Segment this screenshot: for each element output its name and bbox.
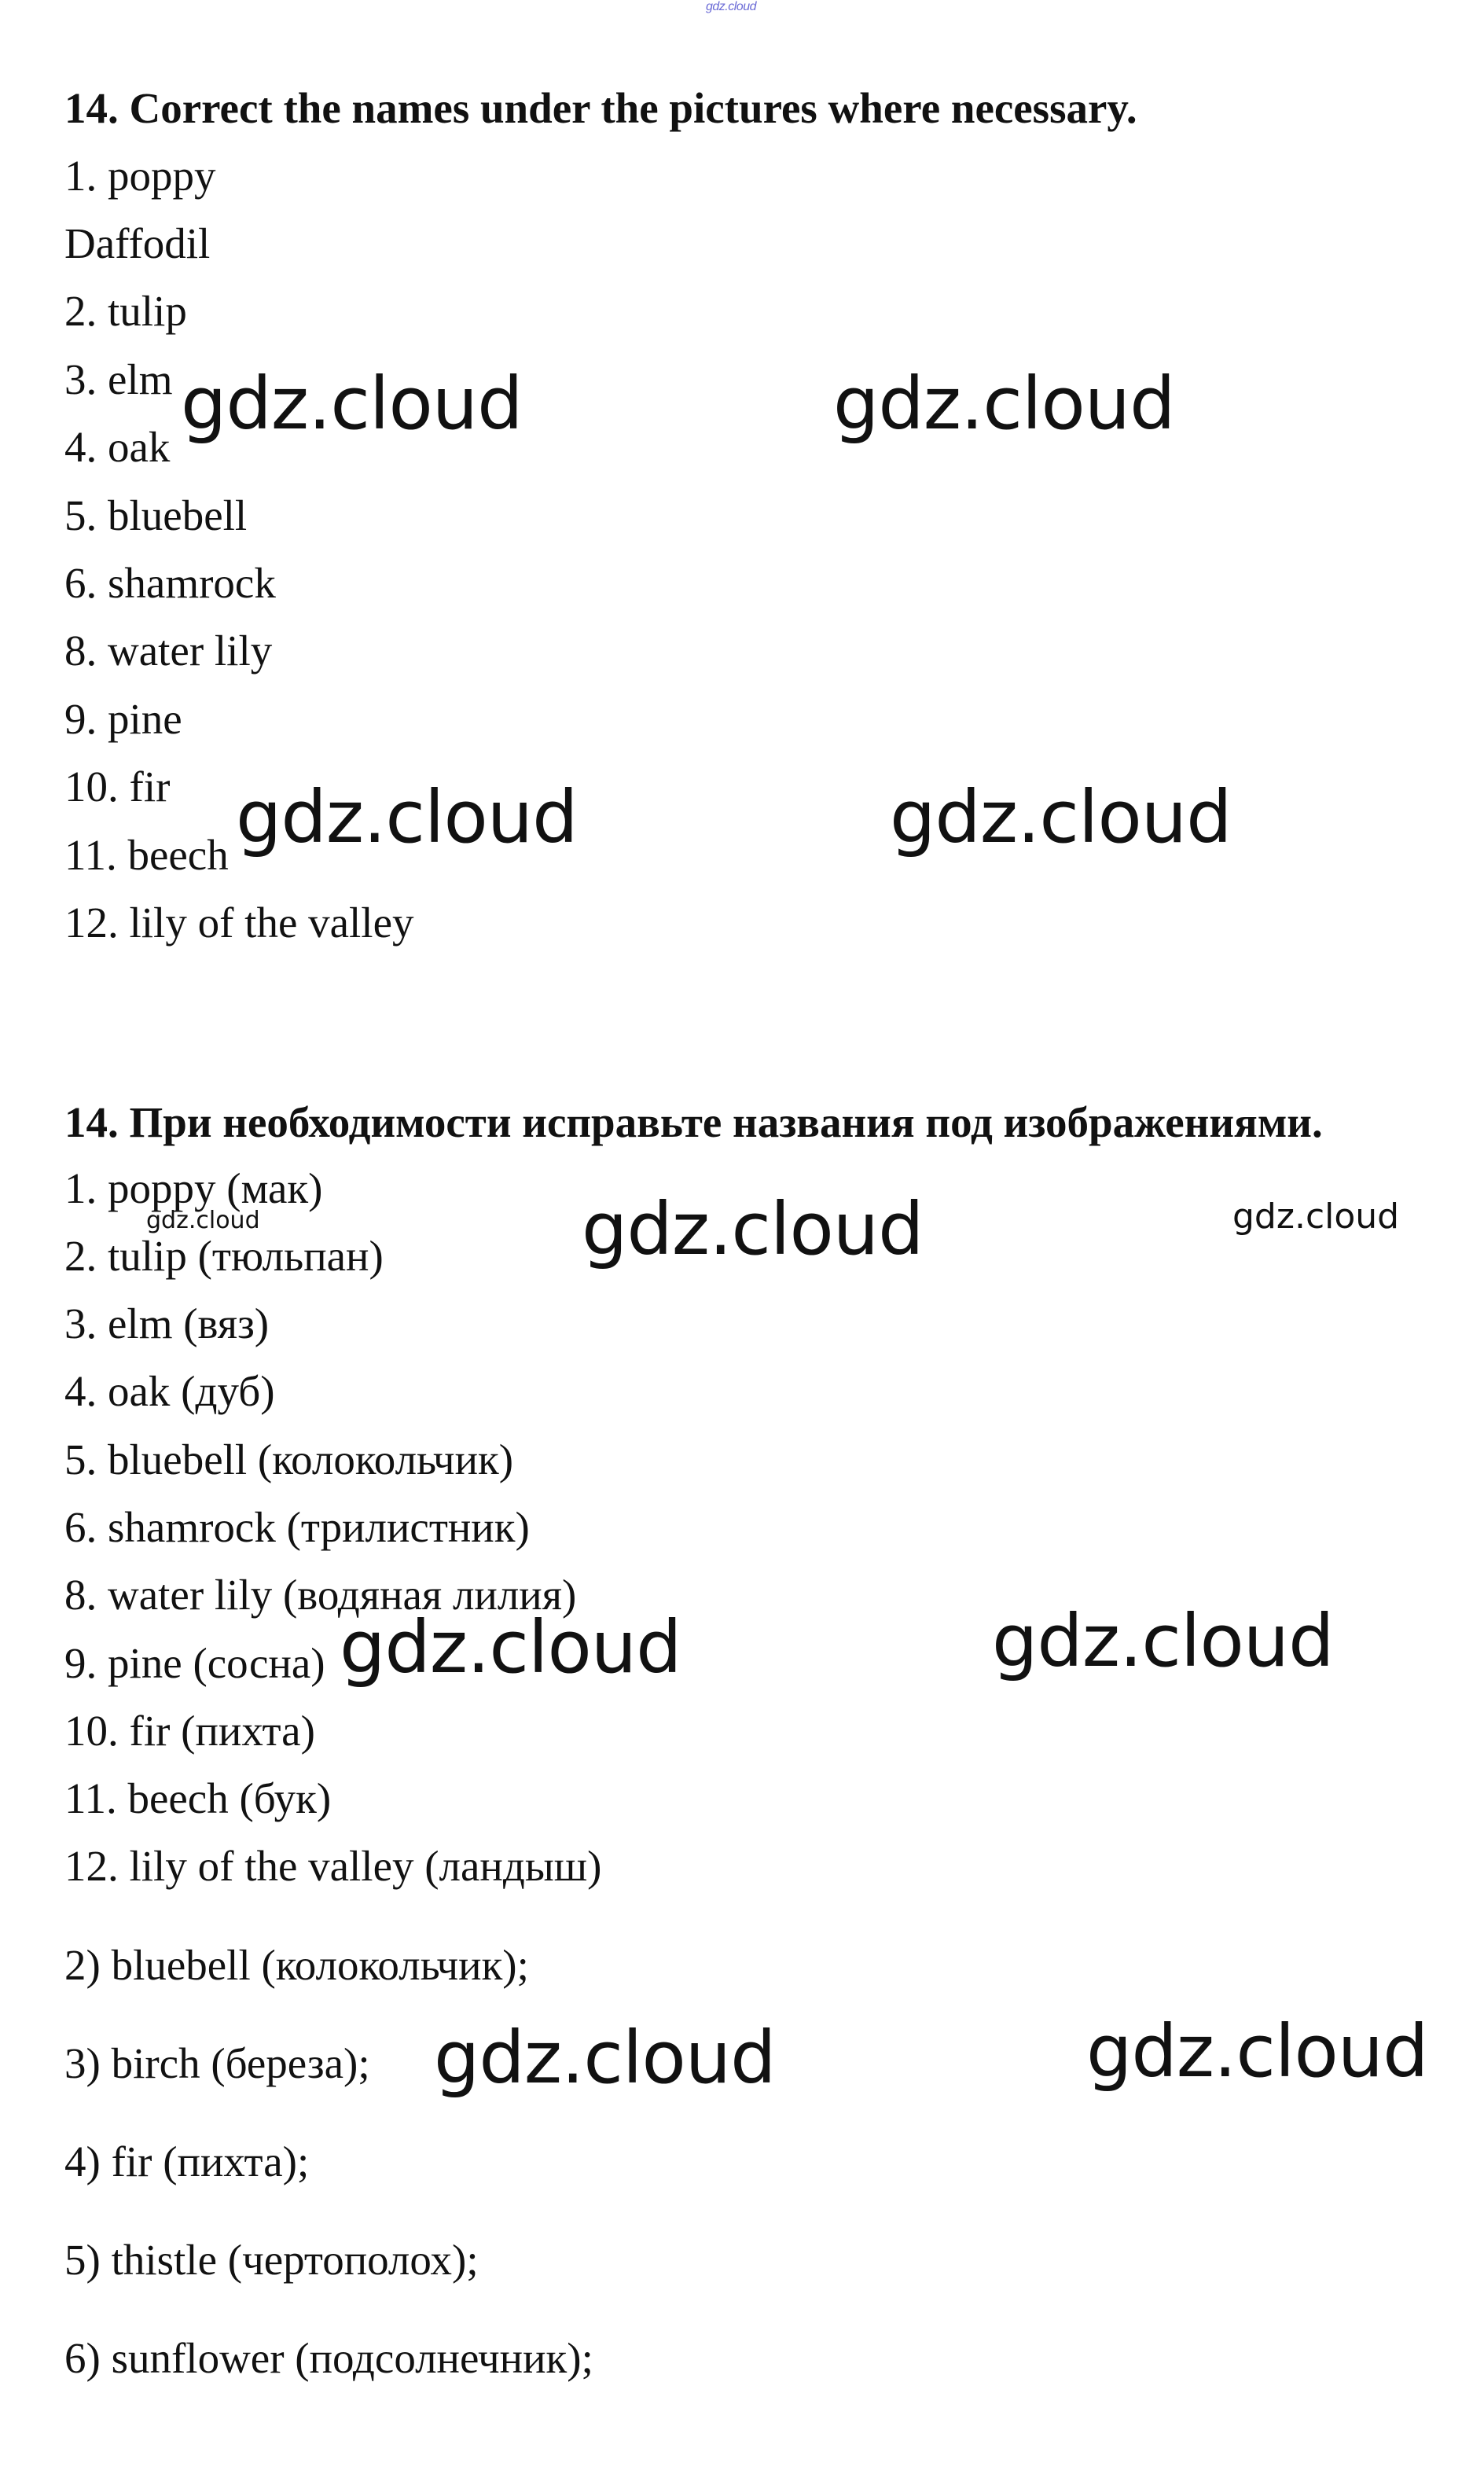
list-item: 4. oak <box>64 423 171 471</box>
list-item: 12. lily of the valley (ландыш) <box>64 1842 602 1890</box>
list-item: 4) fir (пихта); <box>64 2138 310 2185</box>
list-item: 6. shamrock (трилистник) <box>64 1503 530 1551</box>
list-item: 1. poppy <box>64 152 216 200</box>
watermark: gdz.cloud <box>992 1599 1334 1683</box>
list-item: 2) bluebell (колокольчик); <box>64 1941 529 1989</box>
watermark: gdz.cloud <box>890 775 1232 859</box>
list-item: 6. shamrock <box>64 559 276 607</box>
section-heading-en: 14. Correct the names under the pictures where necessary. <box>64 84 1137 132</box>
watermark: gdz.cloud <box>833 362 1175 446</box>
list-item: 12. lily of the valley <box>64 899 414 947</box>
watermark: gdz.cloud <box>146 1207 260 1234</box>
watermark: gdz.cloud <box>582 1187 924 1271</box>
watermark: gdz.cloud <box>1086 2009 1428 2094</box>
watermark: gdz.cloud <box>236 775 578 859</box>
list-item: 9. pine (сосна) <box>64 1639 325 1687</box>
list-item: 5) thistle (чертополох); <box>64 2236 479 2284</box>
list-item: 5. bluebell <box>64 491 248 539</box>
watermark: gdz.cloud <box>340 1605 681 1689</box>
list-item: 9. pine <box>64 695 182 743</box>
section-heading-ru: 14. При необходимости исправьте названия под изображениями. <box>64 1098 1323 1146</box>
watermark: gdz.cloud <box>1232 1197 1400 1237</box>
watermark: gdz.cloud <box>181 362 523 446</box>
list-item: 6) sunflower (подсолнечник); <box>64 2334 593 2382</box>
list-item: 10. fir (пихта) <box>64 1707 315 1755</box>
list-item: 8. water lily (водяная лилия) <box>64 1571 577 1619</box>
list-item: Daffodil <box>64 219 211 267</box>
list-item: 11. beech (бук) <box>64 1774 332 1822</box>
list-item: 3. elm <box>64 355 173 403</box>
list-item: 4. oak (дуб) <box>64 1367 275 1415</box>
list-item: 2. tulip (тюльпан) <box>64 1232 384 1280</box>
watermark: gdz.cloud <box>434 2016 776 2100</box>
list-item: 5. bluebell (колокольчик) <box>64 1435 514 1483</box>
list-item: 2. tulip <box>64 287 187 335</box>
list-item: 3. elm (вяз) <box>64 1299 270 1347</box>
list-item: 3) birch (береза); <box>64 2039 370 2087</box>
list-item: 10. fir <box>64 763 171 811</box>
list-item: 11. beech <box>64 831 229 879</box>
list-item: 1. poppy (мак) <box>64 1164 323 1212</box>
list-item: 8. water lily <box>64 627 273 675</box>
top-watermark: gdz.cloud <box>706 0 756 13</box>
